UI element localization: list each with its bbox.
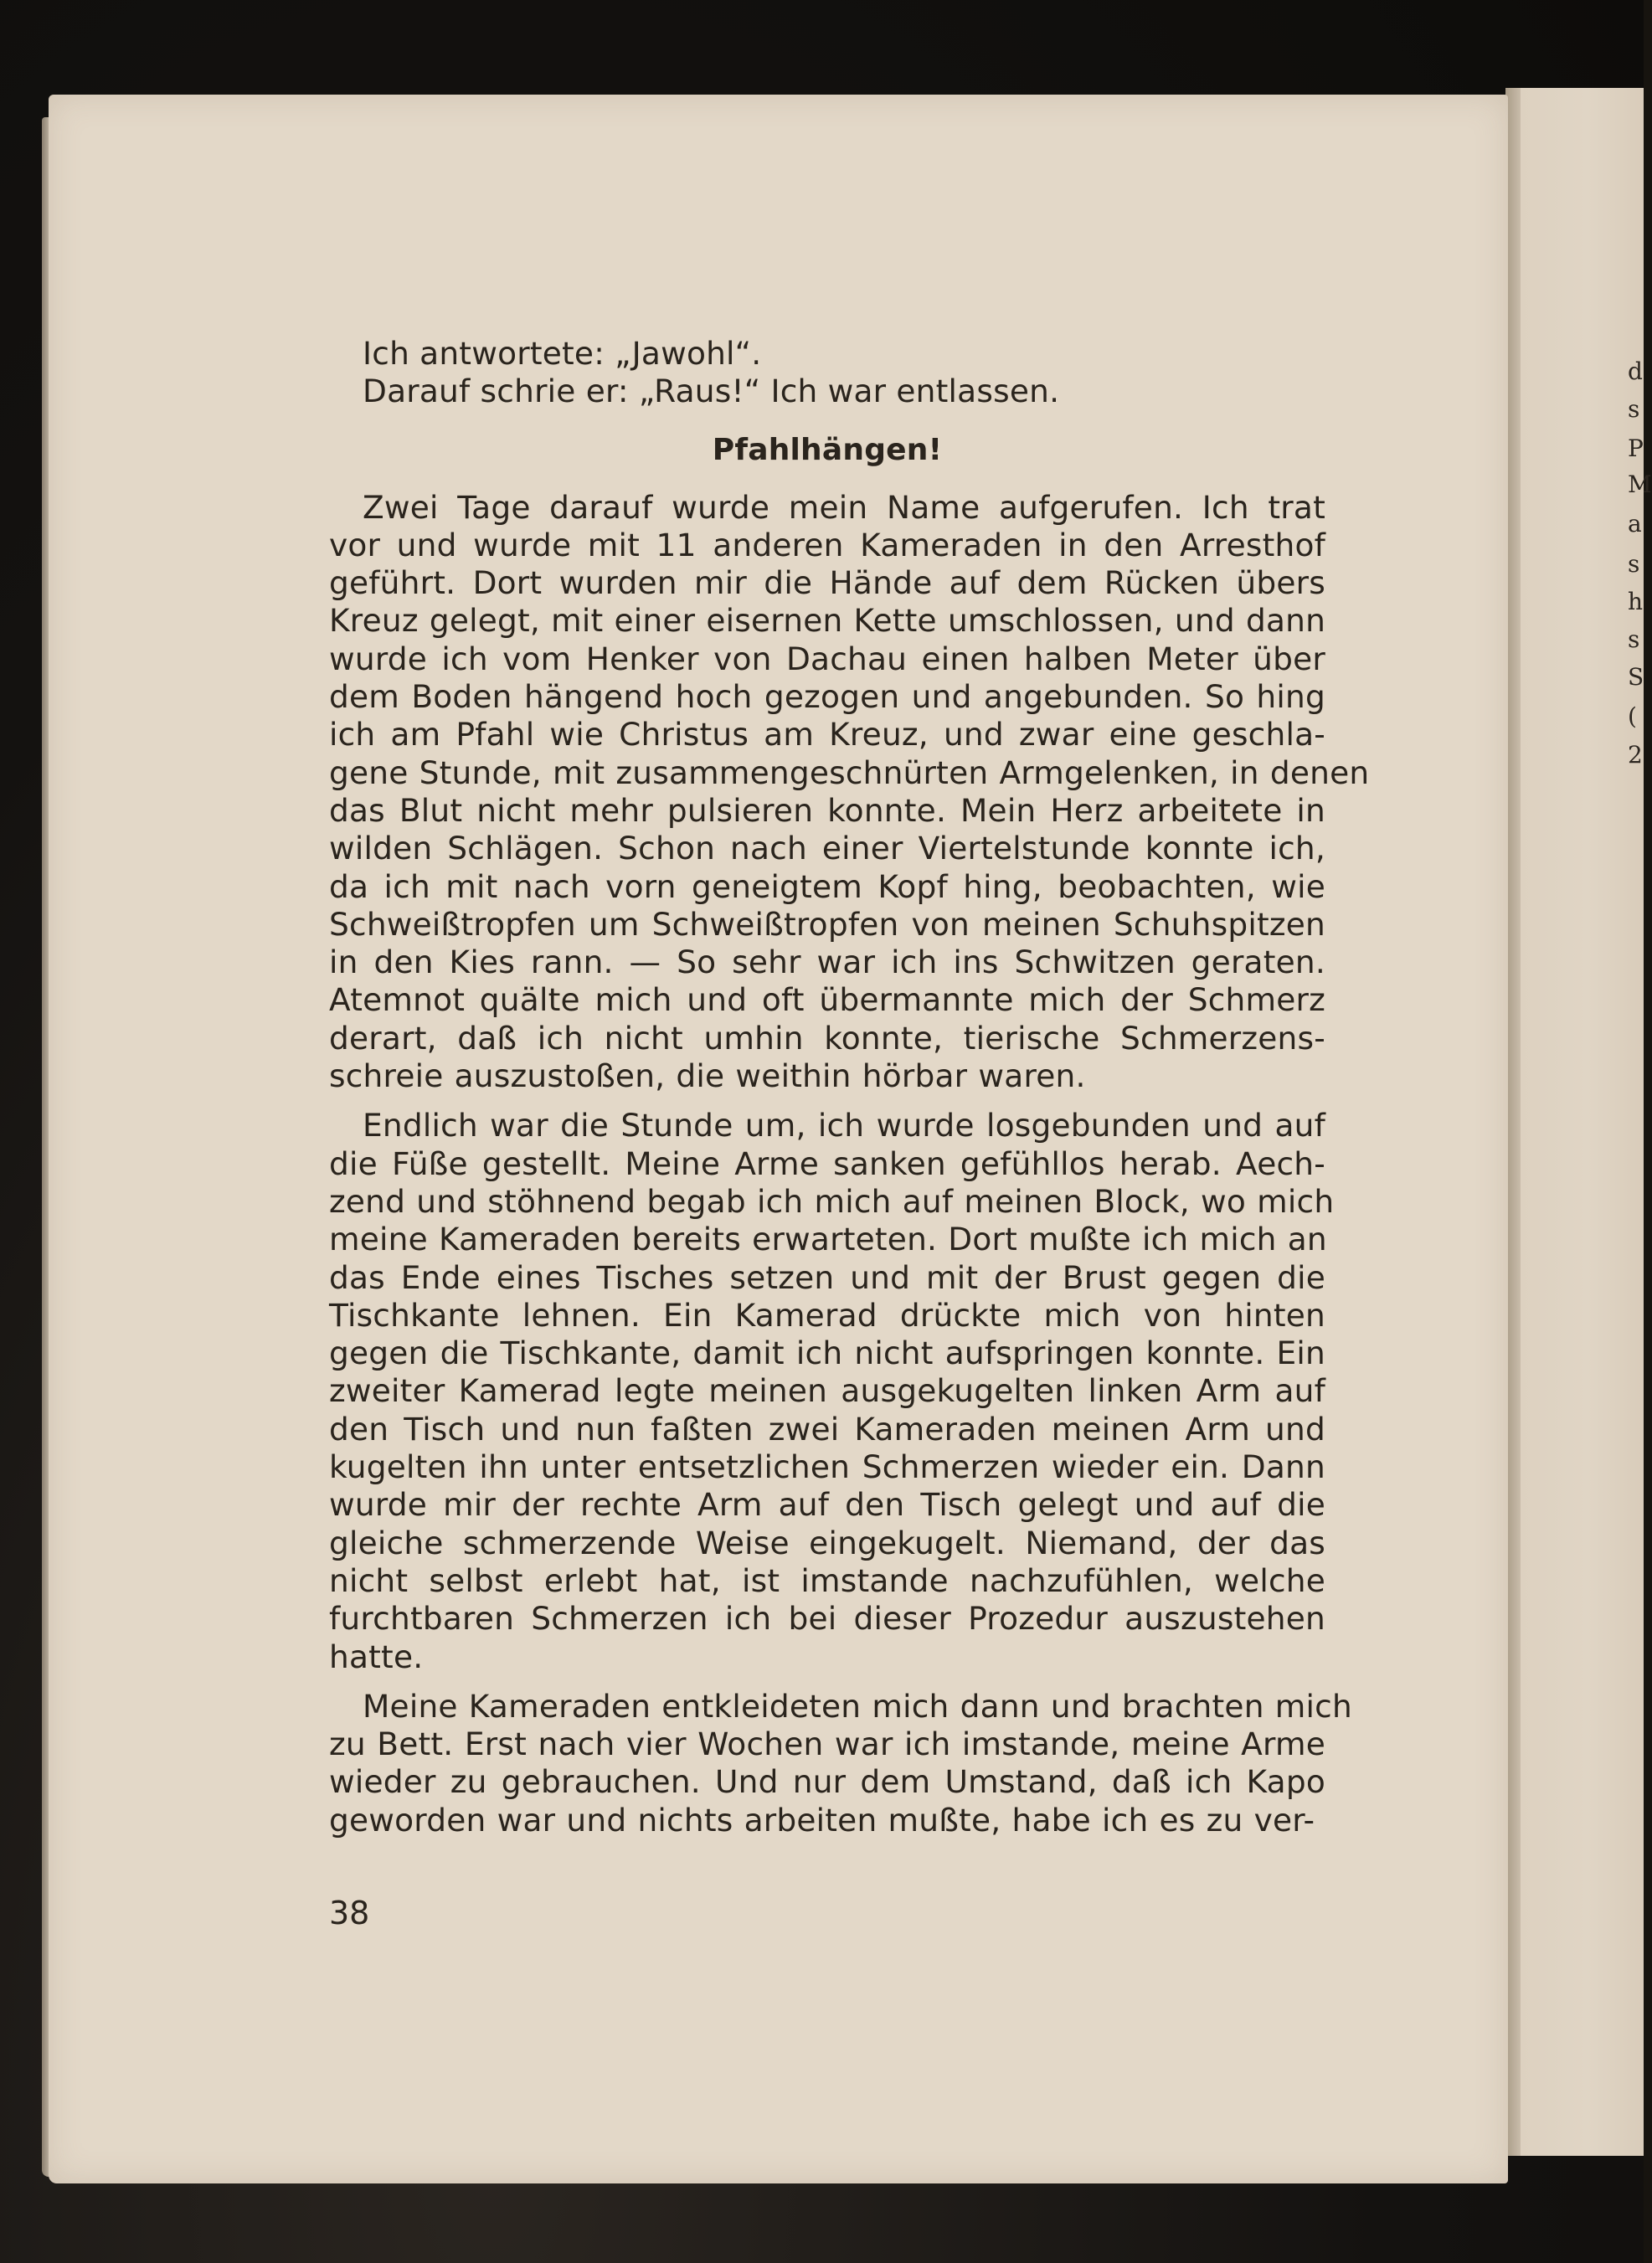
text-line: das Ende eines Tisches setzen und mit der Brust gegen die (329, 1258, 1325, 1296)
text-line: Schweißtropfen um Schweißtropfen von meinen Schuhspitzen (329, 905, 1325, 943)
page-number: 38 (329, 1895, 370, 1931)
text-line: das Blut nicht mehr pulsieren konnte. Mein Herz arbeitete in (329, 791, 1325, 829)
page-text (329, 335, 1370, 1851)
text-line: dem Boden hängend hoch gezogen und angebunden. So hing (329, 678, 1325, 716)
text-line: vor und wurde mit 11 anderen Kameraden in den Arresthof (329, 526, 1325, 563)
text-line: wurde mir der rechte Arm auf den Tisch gelegt und auf die (329, 1486, 1325, 1524)
peek-letter: s (1628, 550, 1640, 578)
text-line: gegen die Tischkante, damit ich nicht aufspringen konnte. Ein (329, 1335, 1325, 1372)
text-line: gleiche schmerzende Weise eingekugelt. Niemand, der das (329, 1524, 1325, 1561)
text-line: in den Kies rann. — So sehr war ich ins Schwitzen geraten. (329, 944, 1325, 981)
paragraph (329, 1107, 1335, 1675)
text-line: zend und stöhnend begab ich mich auf meinen Block, wo mich (329, 1182, 1335, 1220)
text-line: wilden Schlägen. Schon nach einer Viertelstunde konnte ich, (329, 830, 1325, 867)
peek-letter: 2 (1628, 741, 1643, 769)
peek-letter: P (1628, 435, 1644, 462)
peek-letter: s (1628, 395, 1640, 423)
text-line: ich am Pfahl wie Christus am Kreuz, und zwar eine geschla- (329, 716, 1325, 753)
text-line: wurde ich vom Henker von Dachau einen halben Meter über (329, 640, 1325, 677)
text-line: Ich antwortete: „Jawohl“. (363, 335, 762, 372)
text-line: derart, daß ich nicht umhin konnte, tierische Schmerzens- (329, 1019, 1325, 1057)
text-line: gene Stunde, mit zusammengeschnürten Armgelenken, in denen (329, 753, 1370, 791)
text-line: nicht selbst erlebt hat, ist imstande nachzufühlen, welche (329, 1561, 1325, 1599)
text-line: Tischkante lehnen. Ein Kamerad drückte mich von hinten (329, 1296, 1325, 1334)
text-line: Darauf schrie er: „Raus!“ Ich war entlassen. (363, 373, 1060, 410)
text-line: schreie auszustoßen, die weithin hörbar waren. (329, 1057, 1086, 1095)
peek-letter: a (1628, 510, 1642, 537)
text-line: Meine Kameraden entkleideten mich dann und brachten mich (363, 1687, 1352, 1725)
next-page-edge (1505, 88, 1652, 2156)
paragraph (329, 488, 1370, 1096)
section-heading: Pfahlhängen! (712, 432, 943, 467)
text-line: geworden war und nichts arbeiten mußte, habe ich es zu ver- (329, 1801, 1315, 1839)
text-line: geführt. Dort wurden mir die Hände auf dem Rücken übers (329, 564, 1325, 602)
peek-letter: s (1628, 625, 1640, 653)
text-line: wieder zu gebrauchen. Und nur dem Umstand, daß ich Kapo (329, 1763, 1325, 1801)
peek-letter: M (1628, 471, 1652, 498)
text-line: furchtbaren Schmerzen ich bei dieser Prozedur auszustehen (329, 1600, 1325, 1638)
text-line: Kreuz gelegt, mit einer eisernen Kette umschlossen, und dann (329, 602, 1326, 640)
peek-letter: d (1628, 357, 1643, 385)
peek-letter: h (1628, 588, 1644, 615)
text-line: Endlich war die Stunde um, ich wurde losgebunden und auf (363, 1107, 1325, 1144)
text-line: da ich mit nach vorn geneigtem Kopf hing, beobachten, wie (329, 867, 1325, 905)
peek-letter: ( (1628, 702, 1637, 730)
text-line: meine Kameraden bereits erwarteten. Dort mußte ich mich an (329, 1221, 1327, 1258)
text-line: hatte. (329, 1638, 424, 1675)
text-line: Zwei Tage darauf wurde mein Name aufgerufen. Ich trat (363, 488, 1325, 526)
text-line: den Tisch und nun faßten zwei Kameraden meinen Arm und (329, 1410, 1325, 1448)
peek-letter: S (1628, 663, 1644, 691)
text-line: zweiter Kamerad legte meinen ausgekugelten linken Arm auf (329, 1372, 1325, 1410)
text-line: zu Bett. Erst nach vier Wochen war ich imstande, meine Arme (329, 1726, 1325, 1763)
text-line: Atemnot quälte mich und oft übermannte mich der Schmerz (329, 981, 1325, 1019)
text-line: die Füße gestellt. Meine Arme sanken gefühllos herab. Aech- (329, 1144, 1325, 1182)
paragraph (329, 1687, 1352, 1839)
text-line: kugelten ihn unter entsetzlichen Schmerzen wieder ein. Dann (329, 1448, 1325, 1486)
